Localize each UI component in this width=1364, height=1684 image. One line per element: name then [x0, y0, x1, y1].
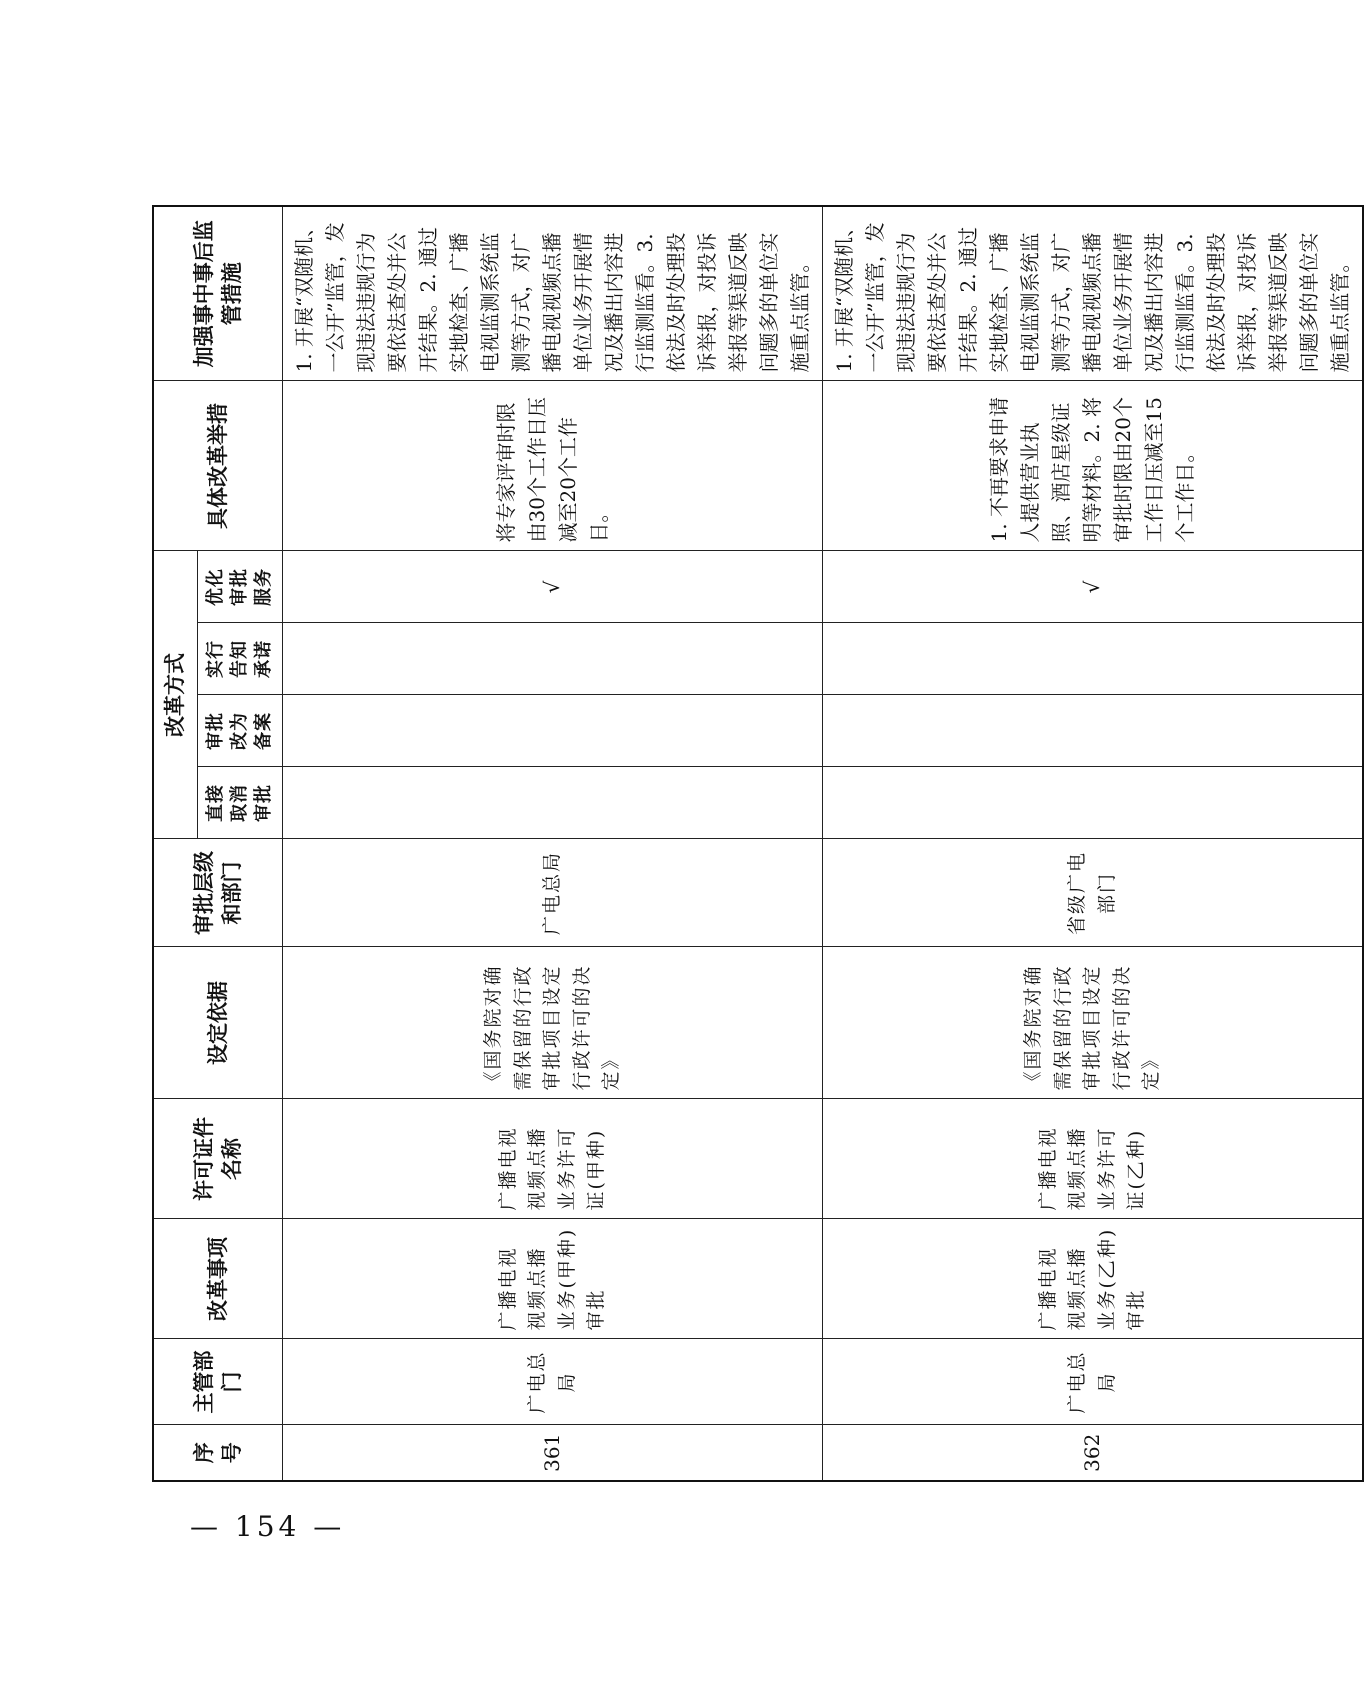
- row-mark-filing: [283, 695, 823, 767]
- header-sub-cancel: 直接取消审批: [197, 767, 283, 839]
- row-license: 广播电视视频点播业务许可证(乙种): [823, 1099, 1364, 1219]
- header-sub-filing: 审批改为备案: [197, 695, 283, 767]
- row-item: 广播电视视频点播业务(乙种)审批: [823, 1219, 1364, 1339]
- row-basis: 《国务院对确需保留的行政审批项目设定行政许可的决定》: [823, 947, 1364, 1099]
- row-item: 广播电视视频点播业务(甲种)审批: [283, 1219, 823, 1339]
- header-license: 许可证件名称: [153, 1099, 283, 1219]
- header-basis: 设定依据: [153, 947, 283, 1099]
- table-row: [823, 206, 1364, 1481]
- header-supervision: 加强事中事后监管措施: [153, 206, 283, 381]
- header-sub-optimize: 优化审批服务: [197, 551, 283, 623]
- header-dept: 主管部门: [153, 1339, 283, 1425]
- row-measures: 将专家评审时限由30个工作日压减至20个工作日。: [283, 381, 823, 551]
- reform-table: [152, 205, 1364, 1482]
- row-mark-optimize: √: [283, 551, 823, 623]
- header-item: 改革事项: [153, 1219, 283, 1339]
- row-basis: 《国务院对确需保留的行政审批项目设定行政许可的决定》: [283, 947, 823, 1099]
- rotated-table: [152, 207, 1353, 1482]
- row-mark-optimize: √: [823, 551, 1364, 623]
- row-mark-notify: [283, 623, 823, 695]
- rotated-table-frame: [152, 207, 1353, 1482]
- row-mark-filing: [823, 695, 1364, 767]
- row-mark-cancel: [823, 767, 1364, 839]
- row-supervision: 1. 开展“双随机、一公开”监管，发现违法违规行为要依法查处并公开结果。2. 通过实地检查、广播电视监测系统监测等方式，对广播电视视频点播单位业务开展情况及播出内容进行监测监看。3. 依法及时处理投诉举报，对投诉举报等渠道反映问题多的单位实施重点监管。: [823, 206, 1364, 381]
- row-license: 广播电视视频点播业务许可证(甲种): [283, 1099, 823, 1219]
- row-mark-notify: [823, 623, 1364, 695]
- header-reform-group: 改革方式: [153, 551, 197, 839]
- header-measures: 具体改革举措: [153, 381, 283, 551]
- header-level: 审批层级和部门: [153, 839, 283, 947]
- row-mark-cancel: [283, 767, 823, 839]
- row-supervision: 1. 开展“双随机、一公开”监管，发现违法违规行为要依法查处并公开结果。2. 通过实地检查、广播电视监测系统监测等方式，对广播电视视频点播单位业务开展情况及播出内容进行监测监看。3. 依法及时处理投诉举报，对投诉举报等渠道反映问题多的单位实施重点监管。: [283, 206, 823, 381]
- header-sub-notify: 实行告知承诺: [197, 623, 283, 695]
- row-seq: 361: [283, 1425, 823, 1481]
- row-dept: 广电总局: [823, 1339, 1364, 1425]
- row-dept: 广电总局: [283, 1339, 823, 1425]
- row-seq: 362: [823, 1425, 1364, 1481]
- header-row-1: [153, 206, 197, 1481]
- header-seq: 序号: [153, 1425, 283, 1481]
- table-row: [283, 206, 823, 1481]
- row-level: 广电总局: [283, 839, 823, 947]
- row-measures: 1. 不再要求申请人提供营业执照、酒店星级证明等材料。2. 将审批时限由20个工作日压减至15个工作日。: [823, 381, 1364, 551]
- page-number: — 154 —: [190, 1510, 346, 1543]
- row-level: 省级广电部门: [823, 839, 1364, 947]
